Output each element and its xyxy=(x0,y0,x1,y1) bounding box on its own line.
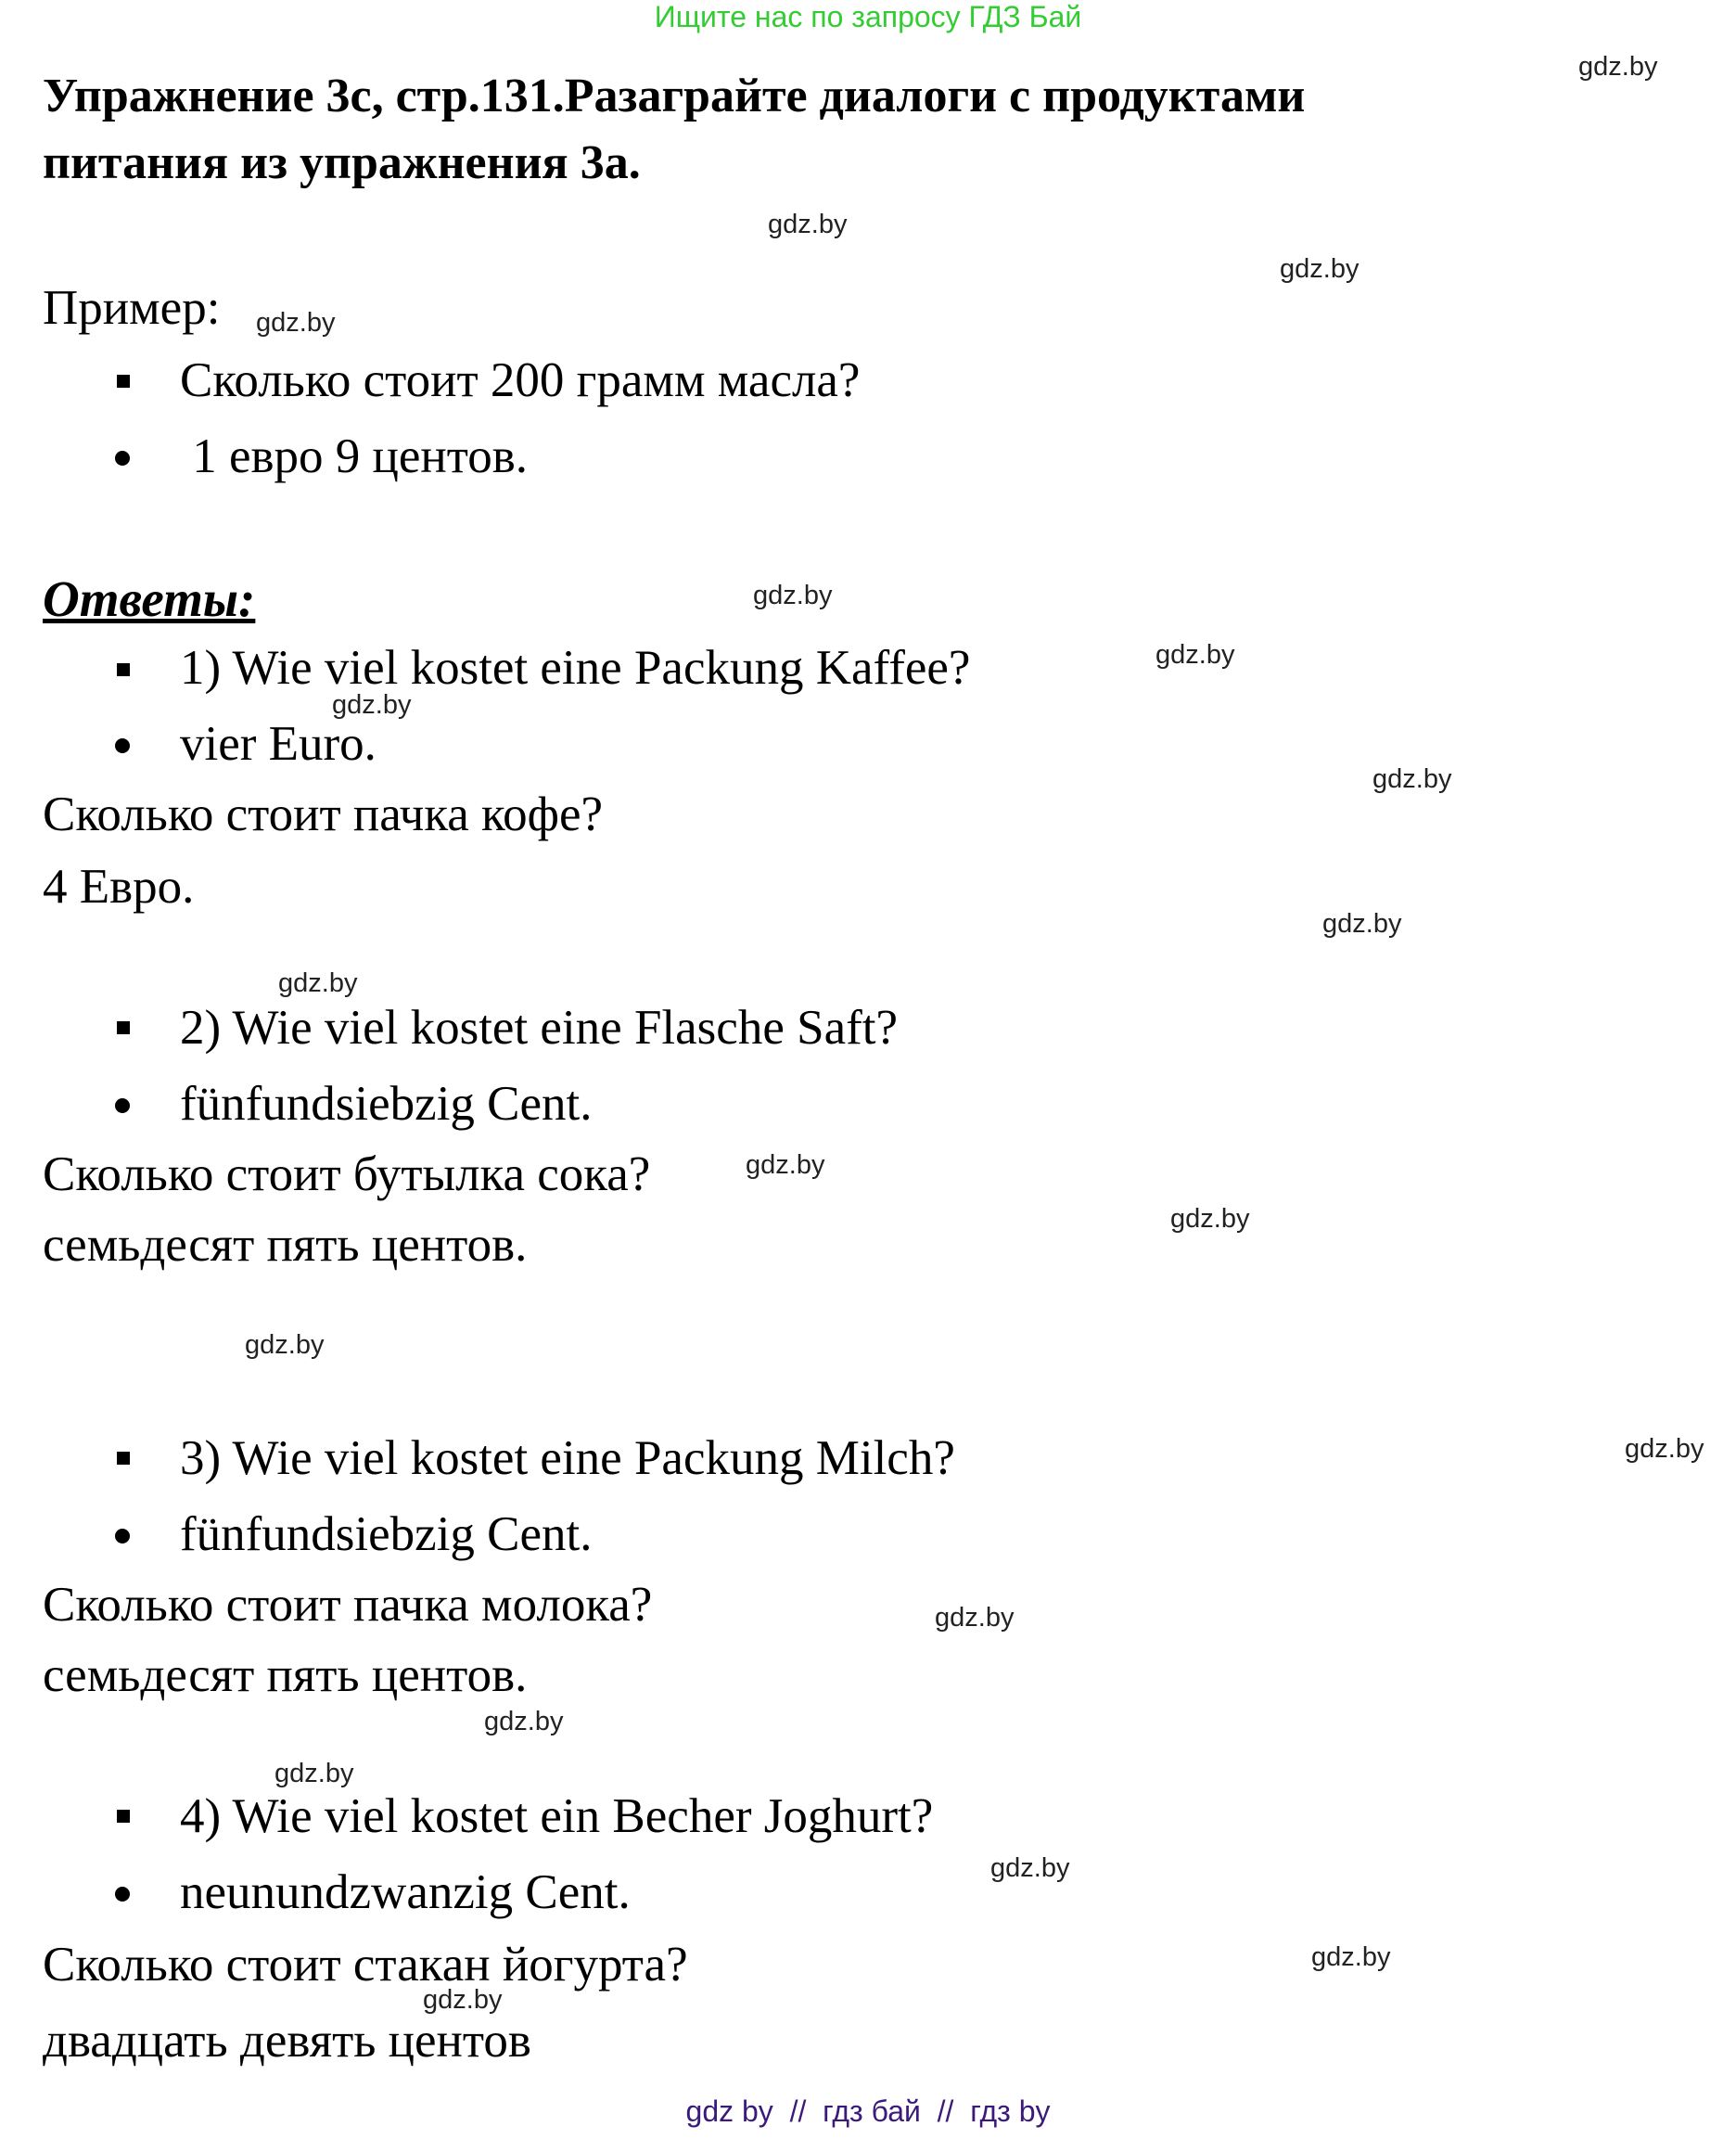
watermark: gdz.by xyxy=(423,1985,503,2015)
title-line-1: Упражнение 3c, стр.131.Разаграйте диалоги с продуктами xyxy=(43,70,1306,122)
round-bullet-icon xyxy=(115,1098,130,1113)
watermark: gdz.by xyxy=(1170,1204,1250,1234)
dialog-1-answer: vier Euro. xyxy=(180,717,377,771)
dialog-1-translation-question: Сколько стоит пачка кофе? xyxy=(43,788,603,841)
square-bullet-icon xyxy=(117,375,130,388)
watermark: gdz.by xyxy=(484,1707,564,1736)
watermark: gdz.by xyxy=(753,581,833,610)
exercise-title xyxy=(43,63,1305,197)
watermark: gdz.by xyxy=(1155,640,1235,670)
dialog-2-question: 2) Wie viel kostet eine Flasche Saft? xyxy=(180,1001,898,1055)
watermark: gdz.by xyxy=(1578,52,1658,82)
square-bullet-icon xyxy=(117,1810,130,1823)
watermark: gdz.by xyxy=(1322,909,1402,939)
dialog-4-translation-question: Сколько стоит стакан йогурта? xyxy=(43,1938,688,1992)
watermark: gdz.by xyxy=(1311,1942,1391,1972)
watermark: gdz.by xyxy=(990,1853,1070,1883)
round-bullet-icon xyxy=(115,1529,130,1543)
watermark: gdz.by xyxy=(278,968,358,998)
square-bullet-icon xyxy=(117,1452,130,1465)
watermark: gdz.by xyxy=(245,1330,325,1360)
watermark: gdz.by xyxy=(332,690,412,720)
watermark: gdz.by xyxy=(935,1603,1015,1633)
round-bullet-icon xyxy=(115,738,130,753)
dialog-3-translation-answer: семьдесят пять центов. xyxy=(43,1648,528,1702)
example-question: Сколько стоит 200 грамм масла? xyxy=(180,353,861,407)
dialog-3-question: 3) Wie viel kostet eine Packung Milch? xyxy=(180,1431,955,1485)
watermark: gdz.by xyxy=(256,308,336,338)
watermark: gdz.by xyxy=(1625,1434,1704,1464)
dialog-3-translation-question: Сколько стоит пачка молока? xyxy=(43,1578,653,1632)
square-bullet-icon xyxy=(117,1021,130,1034)
dialog-4-answer: neunundzwanzig Cent. xyxy=(180,1865,631,1919)
round-bullet-icon xyxy=(115,451,130,466)
dialog-2-answer: fünfundsiebzig Cent. xyxy=(180,1077,593,1131)
round-bullet-icon xyxy=(115,1887,130,1902)
watermark: gdz.by xyxy=(768,210,848,239)
dialog-4-question: 4) Wie viel kostet ein Becher Joghurt? xyxy=(180,1789,934,1843)
dialog-3-answer: fünfundsiebzig Cent. xyxy=(180,1507,593,1561)
dialog-2-translation-answer: семьдесят пять центов. xyxy=(43,1218,528,1272)
footer-links[interactable]: gdz by // гдз бай // гдз by xyxy=(685,2094,1051,2128)
watermark: gdz.by xyxy=(274,1759,354,1788)
dialog-1-translation-answer: 4 Евро. xyxy=(43,860,195,914)
top-banner: Ищите нас по запросу ГДЗ Бай xyxy=(654,0,1082,33)
title-line-2: питания из упражнения 3a. xyxy=(43,136,641,189)
dialog-1-question: 1) Wie viel kostet eine Packung Kaffee? xyxy=(180,641,971,695)
watermark: gdz.by xyxy=(1372,764,1452,794)
dialog-2-translation-question: Сколько стоит бутылка сока? xyxy=(43,1147,651,1201)
square-bullet-icon xyxy=(117,663,130,676)
example-answer: 1 евро 9 центов. xyxy=(180,429,529,483)
watermark: gdz.by xyxy=(1280,254,1359,284)
example-label: Пример: xyxy=(43,281,221,335)
dialog-4-translation-answer: двадцать девять центов xyxy=(43,2014,531,2068)
answers-heading: Ответы: xyxy=(43,570,256,627)
watermark: gdz.by xyxy=(746,1150,825,1180)
